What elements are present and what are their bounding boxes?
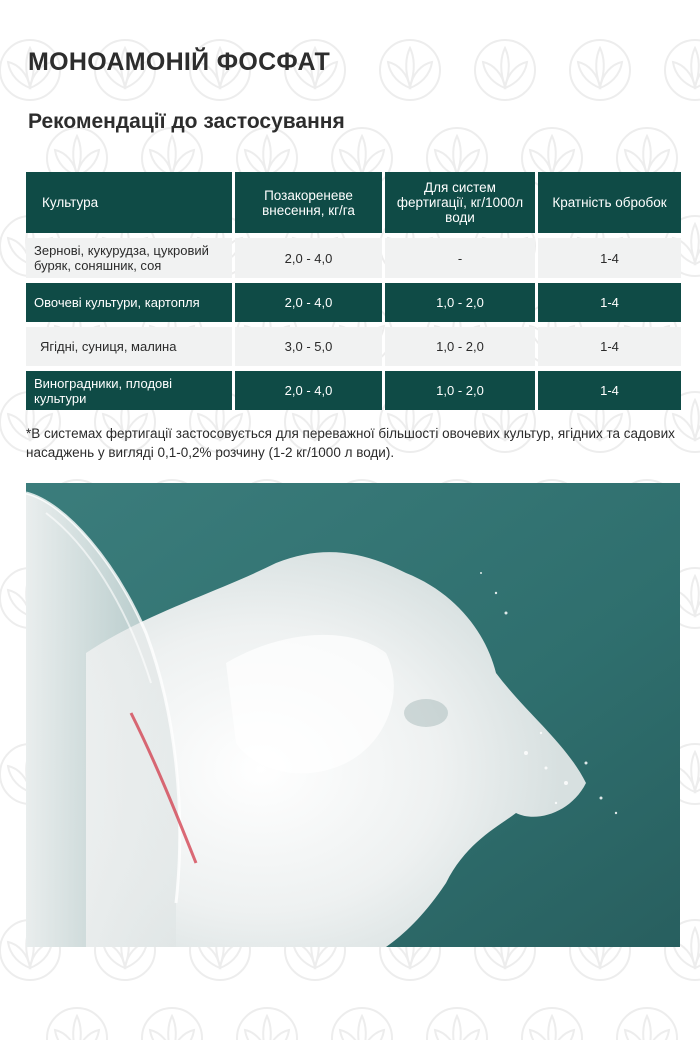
row-4-frequency: 1-4 — [538, 371, 681, 410]
row-1-frequency: 1-4 — [538, 238, 681, 278]
leaf-circle-logo-icon — [475, 40, 535, 100]
leaf-circle-logo-icon — [237, 1008, 297, 1040]
row-2-foliar: 2,0 - 4,0 — [235, 283, 382, 322]
row-3-culture: Ягідні, суниця, малина — [26, 327, 232, 366]
row-3-fertigation: 1,0 - 2,0 — [385, 327, 535, 366]
header-fertigation: Для систем фертигації, кг/1000л води — [385, 172, 535, 233]
leaf-circle-logo-icon — [617, 1008, 677, 1040]
row-1-fertigation: - — [385, 238, 535, 278]
recommendations-table — [26, 172, 680, 410]
row-1-culture: Зернові, кукурудза, цукровий буряк, соняшник, соя — [26, 238, 232, 278]
row-3-foliar: 3,0 - 5,0 — [235, 327, 382, 366]
leaf-circle-logo-icon — [380, 40, 440, 100]
row-4-culture: Виноградники, плодові культури — [26, 371, 232, 410]
header-culture: Культура — [26, 172, 232, 233]
leaf-circle-logo-icon — [47, 1008, 107, 1040]
row-3-frequency: 1-4 — [538, 327, 681, 366]
row-4-foliar: 2,0 - 4,0 — [235, 371, 382, 410]
header-frequency: Кратність обробок — [538, 172, 681, 233]
row-2-frequency: 1-4 — [538, 283, 681, 322]
leaf-circle-logo-icon — [427, 1008, 487, 1040]
header-foliar: Позакореневе внесення, кг/га — [235, 172, 382, 233]
product-powder-photo — [26, 483, 680, 947]
leaf-circle-logo-icon — [522, 1008, 582, 1040]
leaf-circle-logo-icon — [142, 1008, 202, 1040]
leaf-circle-logo-icon — [570, 40, 630, 100]
leaf-circle-logo-icon — [665, 40, 700, 100]
leaf-circle-logo-icon — [332, 1008, 392, 1040]
fertigation-footnote: *В системах фертигації застосовується для переважної більшості овочевих культур, ягідних та садових насаджень у вигляді 0,1-0,2% розчину (1-2 кг/1000 л води). — [26, 426, 675, 460]
row-4-fertigation: 1,0 - 2,0 — [385, 371, 535, 410]
row-2-fertigation: 1,0 - 2,0 — [385, 283, 535, 322]
page-subtitle: Рекомендації до застосування — [28, 110, 345, 133]
page-title: МОНОАМОНІЙ ФОСФАТ — [28, 48, 331, 76]
row-2-culture: Овочеві культури, картопля — [26, 283, 232, 322]
row-1-foliar: 2,0 - 4,0 — [235, 238, 382, 278]
